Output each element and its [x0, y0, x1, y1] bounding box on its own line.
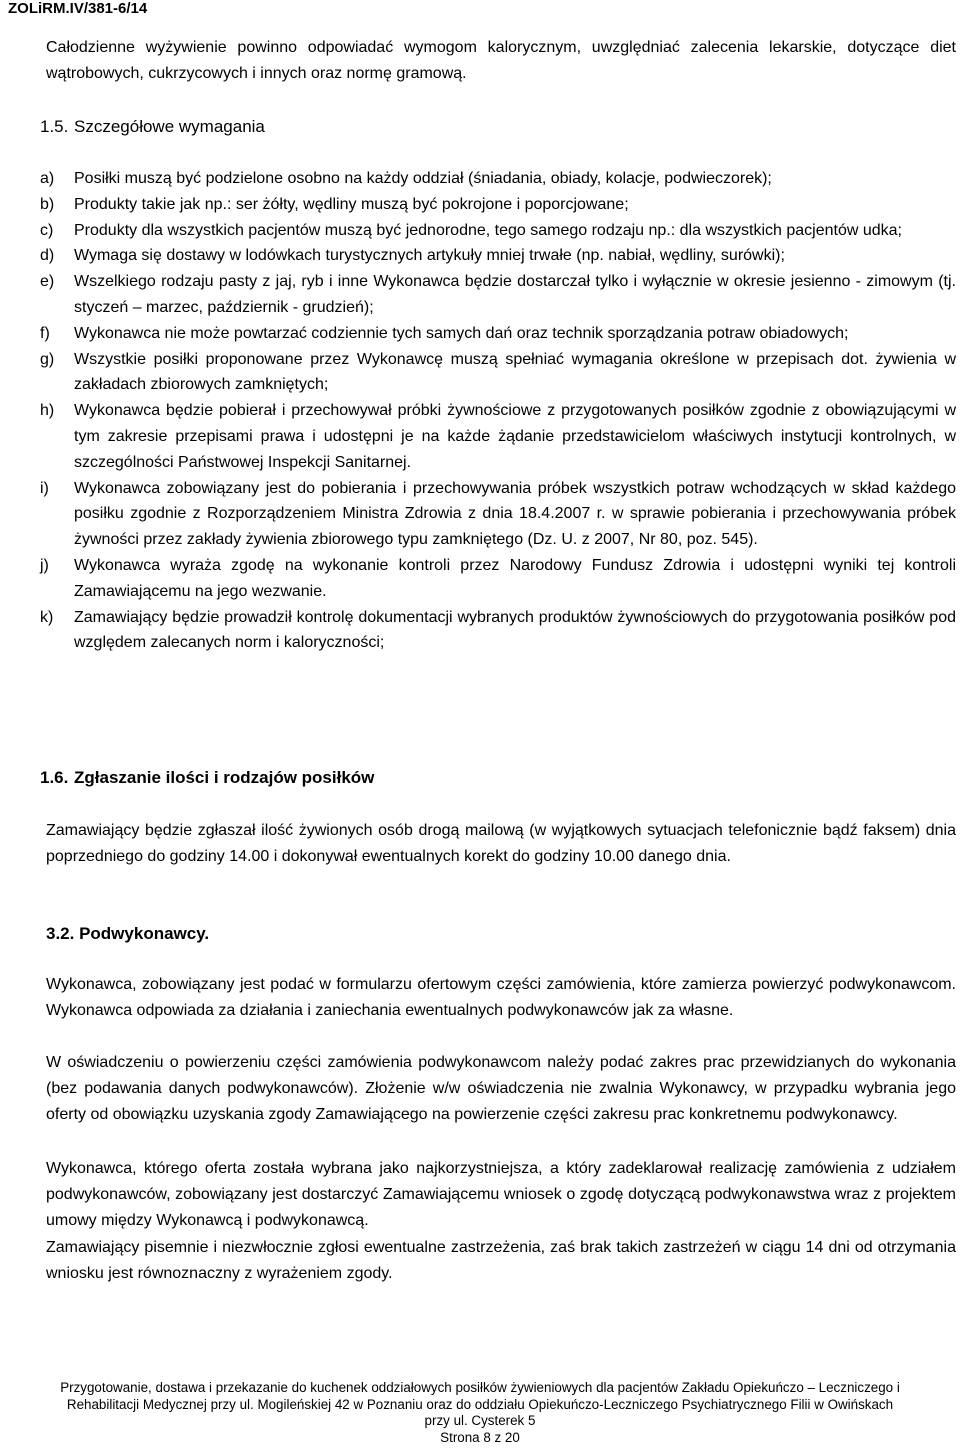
list-item-letter: e) [40, 273, 55, 291]
list-item-letter: b) [40, 195, 55, 213]
list-item-text: Posiłki muszą być podzielone osobno na każdy oddział (śniadania, obiady, kolacje, podwieczorek); [74, 170, 772, 187]
list-item [40, 476, 956, 553]
page-number: Strona 8 z 20 [440, 1429, 520, 1445]
section-1-6-number: 1.6. [40, 768, 69, 787]
section-1-6-paragraph: Zamawiający będzie zgłaszał ilość żywionych osób drogą mailową (w wyjątkowych sytuacjach telefonicznie bądź faksem) dnia poprzedniego do godziny 14.00 i dokonywał ewentualnych korekt do godziny 10.00 danego dnia. [46, 822, 956, 865]
list-item-text: Wszelkiego rodzaju pasty z jaj, ryb i inne Wykonawca będzie dostarczał tylko i wyłącznie w okresie jesienno - zimowym (tj. styczeń – marzec, październik - grudzień); [74, 273, 956, 316]
list-item-text: Wszystkie posiłki proponowane przez Wykonawcę muszą spełniać wymagania określone w przepisach dot. żywienia w zakładach zbiorowych zamkniętych; [74, 350, 956, 394]
document-code: ZOLiRM.IV/381-6/14 [8, 0, 148, 17]
subcontractors-paragraph: W oświadczeniu o powierzeniu części zamówienia podwykonawcom należy podać zakres prac przewidzianych do wykonania (bez podawania danych podwykonawców). Złożenie w/w oświadczenia nie zwalnia Wykonawcy, w przypadku wybrania jego oferty od obowiązku uzyskania zgody Zamawiającego na powierzenie części zakresu prac konkretnemu podwykonawcy. [46, 1054, 956, 1123]
footer-line: Przygotowanie, dostawa i przekazanie do kuchenek oddziałowych posiłków żywieniowych dla pacjentów Zakładu Opiekuńczo – Leczniczego i [60, 1380, 900, 1395]
list-item [40, 166, 956, 192]
list-item [40, 398, 956, 475]
list-item-letter: i) [40, 479, 49, 497]
list-item [40, 269, 956, 321]
list-item-letter: h) [40, 402, 55, 420]
list-item-text: Zamawiający będzie prowadził kontrolę dokumentacji wybranych produktów żywnościowych do przygotowania posiłków pod względem zalecanych norm i kaloryczności; [74, 608, 956, 652]
requirements-list [40, 166, 956, 656]
intro-paragraph: Całodzienne wyżywienie powinno odpowiadać wymogom kalorycznym, uwzględniać zalecenia lekarskie, dotyczące diet wątrobowych, cukrzycowych i innych oraz normę gramową. [46, 39, 956, 82]
list-item-letter: f) [40, 324, 50, 342]
list-item-text: Wykonawca będzie pobierał i przechowywał próbki żywnościowe z przygotowanych posiłków zgodnie z obowiązującymi w tym zakresie przepisami prawa i udostępni je na każde żądanie przedstawicielom właściwych instytucji kontrolnych, w szczególności Państwowej Inspekcji Sanitarnej. [74, 402, 956, 471]
list-item-letter: g) [40, 350, 55, 368]
list-item-text: Wymaga się dostawy w lodówkach turystycznych artykuły mniej trwałe (np. nabiał, wędliny, surówki); [74, 247, 785, 265]
list-item-text: Wykonawca zobowiązany jest do pobierania i przechowywania próbek wszystkich potraw wchodzących w skład każdego posiłku zgodnie z Rozporządzeniem Ministra Zdrowia z dnia 18.4.2007 r. w sprawie pobierania i przechowywania próbek żywności przez zakłady żywienia zbiorowego typu zamkniętego (Dz. U. z 2007, Nr 80, poz. 545). [74, 479, 956, 549]
page-footer [0, 1380, 960, 1446]
list-item [40, 218, 956, 244]
section-1-5-heading [40, 117, 265, 137]
list-item-letter: a) [40, 170, 55, 187]
subcontractors-paragraph: Wykonawca, zobowiązany jest podać w formularzu ofertowym części zamówienia, które zamierza powierzyć podwykonawcom. Wykonawca odpowiada za działania i zaniechania ewentualnych podwykonawców jak za własne. [46, 976, 956, 1019]
subcontractors-paragraph: Wykonawca, którego oferta została wybrana jako najkorzystniejsza, a który zadeklarował realizację zamówienia z udziałem podwykonawców, zobowiązany jest dostarczyć Zamawiającemu wniosek o zgodę dotyczącą podwykonawstwa wraz z projektem umowy między Wykonawcą i podwykonawcą. [46, 1160, 956, 1229]
list-item-text: Produkty takie jak np.: ser żółty, wędliny muszą być pokrojone i poporcjowane; [74, 195, 629, 213]
section-1-6-title: Zgłaszanie ilości i rodzajów posiłków [74, 768, 375, 787]
list-item-letter: c) [40, 221, 54, 239]
list-item-letter: d) [40, 247, 55, 265]
list-item-text: Wykonawca nie może powtarzać codziennie tych samych dań oraz technik sporządzania potraw obiadowych; [74, 324, 849, 342]
list-item [40, 553, 956, 605]
list-item-text: Produkty dla wszystkich pacjentów muszą być jednorodne, tego samego rodzaju np.: dla wszystkich pacjentów udka; [74, 221, 902, 239]
section-1-5-title: Szczegółowe wymagania [74, 117, 265, 136]
list-item [40, 321, 956, 347]
list-item [40, 605, 956, 657]
list-item [40, 192, 956, 218]
list-item [40, 243, 956, 269]
list-item [40, 347, 956, 399]
list-item-letter: j) [40, 556, 49, 574]
footer-line: Rehabilitacji Medycznej przy ul. Mogileńskiej 42 w Poznaniu oraz do oddziału Opiekuńczo-Leczniczego Psychiatrycznego Filii w Owińskach [66, 1396, 894, 1412]
section-3-2-heading: 3.2. Podwykonawcy. [46, 924, 210, 943]
section-1-6-heading [40, 768, 374, 788]
section-1-5-number: 1.5. [40, 117, 69, 136]
subcontractors-paragraph: Zamawiający pisemnie i niezwłocznie zgłosi ewentualne zastrzeżenia, zaś brak takich zastrzeżeń w ciągu 14 dni od otrzymania wniosku jest równoznaczny z wyrażeniem zgody. [46, 1239, 956, 1282]
list-item-letter: k) [40, 608, 54, 626]
footer-line: przy ul. Cysterek 5 [424, 1413, 536, 1428]
list-item-text: Wykonawca wyraża zgodę na wykonanie kontroli przez Narodowy Fundusz Zdrowia i udostępni wyniki tej kontroli Zamawiającemu na jego wezwanie. [74, 556, 956, 600]
